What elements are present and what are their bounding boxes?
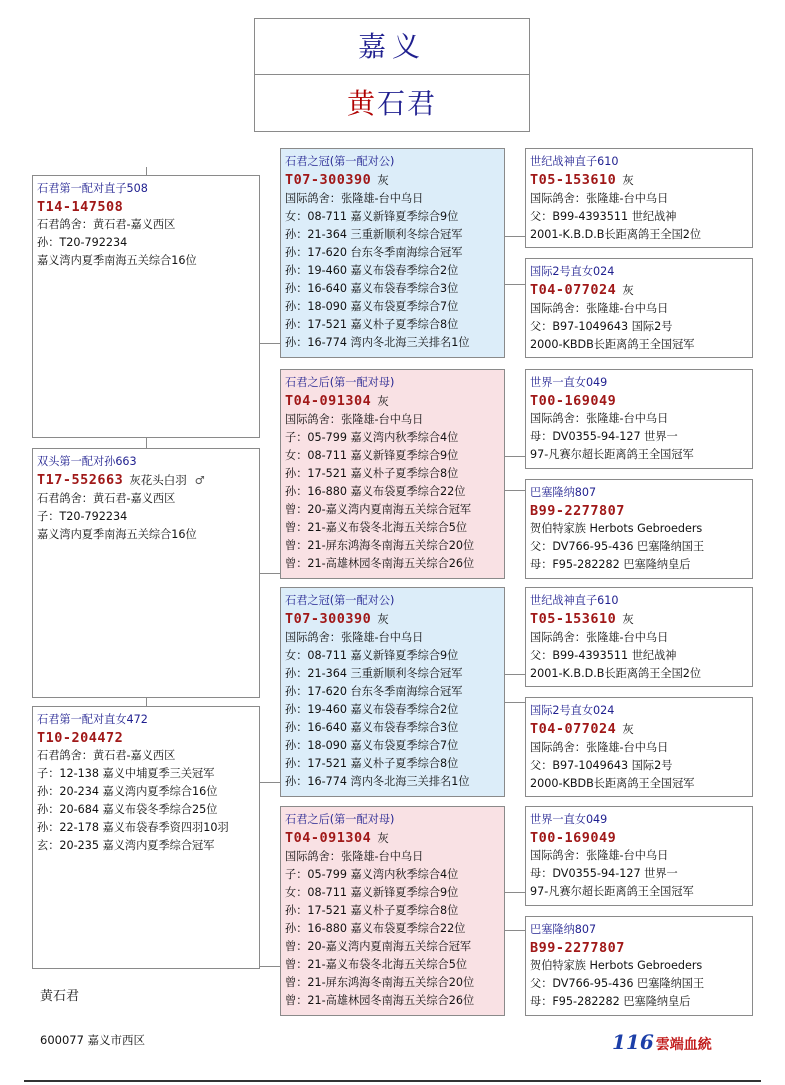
detail-line: 国际鸽舍：张隆雄-台中乌日	[285, 413, 424, 426]
connector-line	[505, 674, 525, 675]
ring-number: T04-077024	[530, 282, 617, 298]
pigeon-title: 世界一直女049	[530, 376, 608, 389]
plumage-color: 灰	[622, 612, 634, 626]
grandsire-box-1[interactable]	[280, 148, 505, 358]
plumage-color: 灰	[622, 283, 634, 297]
detail-line: 父：B99-4393511 世纪战神	[530, 210, 677, 223]
detail-line: 国际鸽舍：张隆雄-台中乌日	[285, 192, 424, 205]
detail-line: 2000-KBDB长距离鸽王全国冠军	[530, 777, 695, 790]
pigeon-title: 双头第一配对孙663	[37, 455, 137, 468]
pigeon-title: 巴塞隆纳807	[530, 923, 597, 936]
great-grandparent-box-2[interactable]	[525, 258, 753, 358]
detail-line: 孙：17-521 嘉义朴子夏季综合8位	[285, 904, 459, 917]
pigeon-title: 国际2号直女024	[530, 265, 615, 278]
region-title: 嘉义	[357, 30, 426, 63]
detail-line: 孙：16-774 湾内冬北海三关排名1位	[285, 775, 470, 788]
plumage-color: 灰	[377, 394, 389, 408]
pigeon-title: 世界一直女049	[530, 813, 608, 826]
pigeon-title: 石君第一配对直子508	[37, 182, 148, 195]
detail-line: 嘉义湾内夏季南海五关综合16位	[37, 254, 197, 267]
detail-line: 国际鸽舍：张隆雄-台中乌日	[530, 412, 669, 425]
parent-third-box[interactable]	[32, 706, 260, 969]
pigeon-title: 巴塞隆纳807	[530, 486, 597, 499]
owner-title	[347, 87, 437, 120]
great-grandparent-box-6[interactable]	[525, 697, 753, 797]
great-grandparent-box-7[interactable]	[525, 806, 753, 906]
detail-line: 曾：21-嘉义布袋冬北海五关综合5位	[285, 521, 468, 534]
owner-surname: 黄	[346, 87, 377, 120]
detail-line: 父：B97-1049643 国际2号	[530, 759, 673, 772]
detail-line: 孙：21-364 三重新顺利冬综合冠军	[285, 667, 463, 680]
ring-number: T05-153610	[530, 172, 617, 188]
detail-line: 孙：16-640 嘉义布袋春季综合3位	[285, 721, 459, 734]
detail-line: 孙：16-640 嘉义布袋春季综合3位	[285, 282, 459, 295]
detail-line: 孙：22-178 嘉义布袋春季资四羽10羽	[37, 821, 229, 834]
granddam-box-1[interactable]	[280, 369, 505, 579]
brand-number: 116	[612, 1030, 654, 1054]
pigeon-title: 石君之冠(第一配对公)	[285, 594, 395, 607]
connector-line	[260, 966, 280, 967]
detail-line: 父：DV766-95-436 巴塞隆纳国王	[530, 977, 705, 990]
detail-line: 孙：16-880 嘉义布袋夏季综合22位	[285, 922, 466, 935]
connector-line	[146, 698, 147, 706]
detail-line: 母：F95-282282 巴塞隆纳皇后	[530, 558, 691, 571]
connector-line	[260, 782, 280, 783]
connector-line	[505, 490, 525, 491]
male-icon: ♂	[194, 474, 205, 487]
plumage-color: 灰	[377, 831, 389, 845]
parent-sire-box[interactable]	[32, 175, 260, 438]
ring-number: T14-147508	[37, 199, 124, 215]
detail-line: 曾：21-屏东鸿海冬南海五关综合20位	[285, 976, 475, 989]
connector-line	[505, 892, 525, 893]
detail-line: 国际鸽舍：张隆雄-台中乌日	[530, 302, 669, 315]
detail-line: 2001-K.B.D.B长距离鸽王全国2位	[530, 228, 702, 241]
plumage-color: 灰	[622, 173, 634, 187]
connector-line	[505, 236, 525, 237]
detail-line: 嘉义湾内夏季南海五关综合16位	[37, 528, 197, 541]
detail-line: 孙：17-620 台东冬季南海综合冠军	[285, 246, 463, 259]
ring-number: T07-300390	[285, 611, 372, 627]
detail-line: 曾：20-嘉义湾内夏南海五关综合冠军	[285, 503, 472, 516]
detail-line: 孙：18-090 嘉义布袋夏季综合7位	[285, 300, 459, 313]
region-header	[254, 18, 530, 74]
great-grandparent-box-1[interactable]	[525, 148, 753, 248]
detail-line: 曾：21-屏东鸿海冬南海五关综合20位	[285, 539, 475, 552]
pigeon-title: 石君之冠(第一配对公)	[285, 155, 395, 168]
connector-line	[146, 438, 147, 448]
footer-address: 600077 嘉义市西区	[40, 1033, 146, 1047]
owner-given-name: 石君	[377, 87, 438, 120]
detail-line: 女：08-711 嘉义新锋夏季综合9位	[285, 886, 459, 899]
detail-line: 石君鸽舍：黄石君-嘉义西区	[37, 749, 176, 762]
detail-line: 2000-KBDB长距离鸽王全国冠军	[530, 338, 695, 351]
detail-line: 孙：17-521 嘉义朴子夏季综合8位	[285, 467, 459, 480]
detail-line: 曾：21-高雄林园冬南海五关综合26位	[285, 994, 475, 1007]
detail-line: 子：T20-792234	[37, 510, 128, 523]
detail-line: 孙：20-684 嘉义布袋冬季综合25位	[37, 803, 218, 816]
ring-number: T04-091304	[285, 830, 372, 846]
connector-line	[505, 284, 525, 285]
detail-line: 子：05-799 嘉义湾内秋季综合4位	[285, 868, 459, 881]
detail-line: 贺伯特家族 Herbots Gebroeders	[530, 959, 703, 972]
detail-line: 孙：16-774 湾内冬北海三关排名1位	[285, 336, 470, 349]
detail-line: 女：08-711 嘉义新锋夏季综合9位	[285, 649, 459, 662]
plumage-color: 灰花头白羽	[129, 473, 187, 487]
ring-number: T17-552663	[37, 472, 124, 488]
detail-line: 母：DV0355-94-127 世界一	[530, 867, 678, 880]
detail-line: 97-凡赛尔超长距离鸽王全国冠军	[530, 448, 694, 461]
pigeon-title: 石君之后(第一配对母)	[285, 376, 395, 389]
granddam-box-2[interactable]	[280, 806, 505, 1016]
connector-line	[505, 702, 525, 703]
parent-dam-box[interactable]	[32, 448, 260, 698]
detail-line: 孙：19-460 嘉义布袋春季综合2位	[285, 703, 459, 716]
detail-line: 母：DV0355-94-127 世界一	[530, 430, 678, 443]
detail-line: 孙：21-364 三重新顺利冬综合冠军	[285, 228, 463, 241]
detail-line: 孙：T20-792234	[37, 236, 128, 249]
pigeon-title: 世纪战神直子610	[530, 155, 619, 168]
detail-line: 父：B99-4393511 世纪战神	[530, 649, 677, 662]
ring-number: T04-077024	[530, 721, 617, 737]
ring-number: T07-300390	[285, 172, 372, 188]
detail-line: 石君鸽舍：黄石君-嘉义西区	[37, 492, 176, 505]
plumage-color: 灰	[622, 722, 634, 736]
detail-line: 母：F95-282282 巴塞隆纳皇后	[530, 995, 691, 1008]
plumage-color: 灰	[377, 173, 389, 187]
detail-line: 国际鸽舍：张隆雄-台中乌日	[530, 192, 669, 205]
connector-line	[260, 343, 280, 344]
detail-line: 孙：20-234 嘉义湾内夏季综合16位	[37, 785, 218, 798]
ring-number: T00-169049	[530, 830, 617, 846]
detail-line: 女：08-711 嘉义新锋夏季综合9位	[285, 210, 459, 223]
ring-number: T00-169049	[530, 393, 617, 409]
detail-line: 曾：21-高雄林园冬南海五关综合26位	[285, 557, 475, 570]
detail-line: 国际鸽舍：张隆雄-台中乌日	[530, 849, 669, 862]
detail-line: 父：B97-1049643 国际2号	[530, 320, 673, 333]
detail-line: 贺伯特家族 Herbots Gebroeders	[530, 522, 703, 535]
pigeon-title: 石君第一配对直女472	[37, 713, 148, 726]
connector-line	[146, 167, 147, 175]
owner-header	[254, 74, 530, 132]
detail-line: 孙：17-521 嘉义朴子夏季综合8位	[285, 318, 459, 331]
pigeon-title: 国际2号直女024	[530, 704, 615, 717]
detail-line: 97-凡赛尔超长距离鸽王全国冠军	[530, 885, 694, 898]
great-grandparent-box-5[interactable]	[525, 587, 753, 687]
detail-line: 女：08-711 嘉义新锋夏季综合9位	[285, 449, 459, 462]
great-grandparent-box-8[interactable]	[525, 916, 753, 1016]
detail-line: 国际鸽舍：张隆雄-台中乌日	[285, 631, 424, 644]
pigeon-title: 世纪战神直子610	[530, 594, 619, 607]
detail-line: 石君鸽舍：黄石君-嘉义西区	[37, 218, 176, 231]
grandsire-box-2[interactable]	[280, 587, 505, 797]
detail-line: 曾：21-嘉义布袋冬北海五关综合5位	[285, 958, 468, 971]
detail-line: 孙：19-460 嘉义布袋春季综合2位	[285, 264, 459, 277]
detail-line: 国际鸽舍：张隆雄-台中乌日	[285, 850, 424, 863]
connector-line	[505, 930, 525, 931]
detail-line: 子：12-138 嘉义中埔夏季三关冠军	[37, 767, 215, 780]
connector-line	[260, 573, 280, 574]
bottom-divider	[24, 1080, 761, 1082]
detail-line: 曾：20-嘉义湾内夏南海五关综合冠军	[285, 940, 472, 953]
great-grandparent-box-4[interactable]	[525, 479, 753, 579]
brand-logo[interactable]	[612, 1030, 712, 1054]
ring-number: B99-2277807	[530, 940, 625, 956]
brand-text: 雲端血統	[655, 1037, 712, 1053]
detail-line: 国际鸽舍：张隆雄-台中乌日	[530, 741, 669, 754]
great-grandparent-box-3[interactable]	[525, 369, 753, 469]
footer-owner-name: 黄石君	[40, 989, 80, 1004]
ring-number: T10-204472	[37, 730, 124, 746]
detail-line: 2001-K.B.D.B长距离鸽王全国2位	[530, 667, 702, 680]
ring-number: B99-2277807	[530, 503, 625, 519]
detail-line: 国际鸽舍：张隆雄-台中乌日	[530, 631, 669, 644]
ring-number: T04-091304	[285, 393, 372, 409]
detail-line: 子：05-799 嘉义湾内秋季综合4位	[285, 431, 459, 444]
plumage-color: 灰	[377, 612, 389, 626]
detail-line: 孙：17-521 嘉义朴子夏季综合8位	[285, 757, 459, 770]
detail-line: 玄：20-235 嘉义湾内夏季综合冠军	[37, 839, 215, 852]
pigeon-title: 石君之后(第一配对母)	[285, 813, 395, 826]
connector-line	[505, 456, 525, 457]
detail-line: 孙：16-880 嘉义布袋夏季综合22位	[285, 485, 466, 498]
detail-line: 孙：18-090 嘉义布袋夏季综合7位	[285, 739, 459, 752]
detail-line: 父：DV766-95-436 巴塞隆纳国王	[530, 540, 705, 553]
detail-line: 孙：17-620 台东冬季南海综合冠军	[285, 685, 463, 698]
ring-number: T05-153610	[530, 611, 617, 627]
